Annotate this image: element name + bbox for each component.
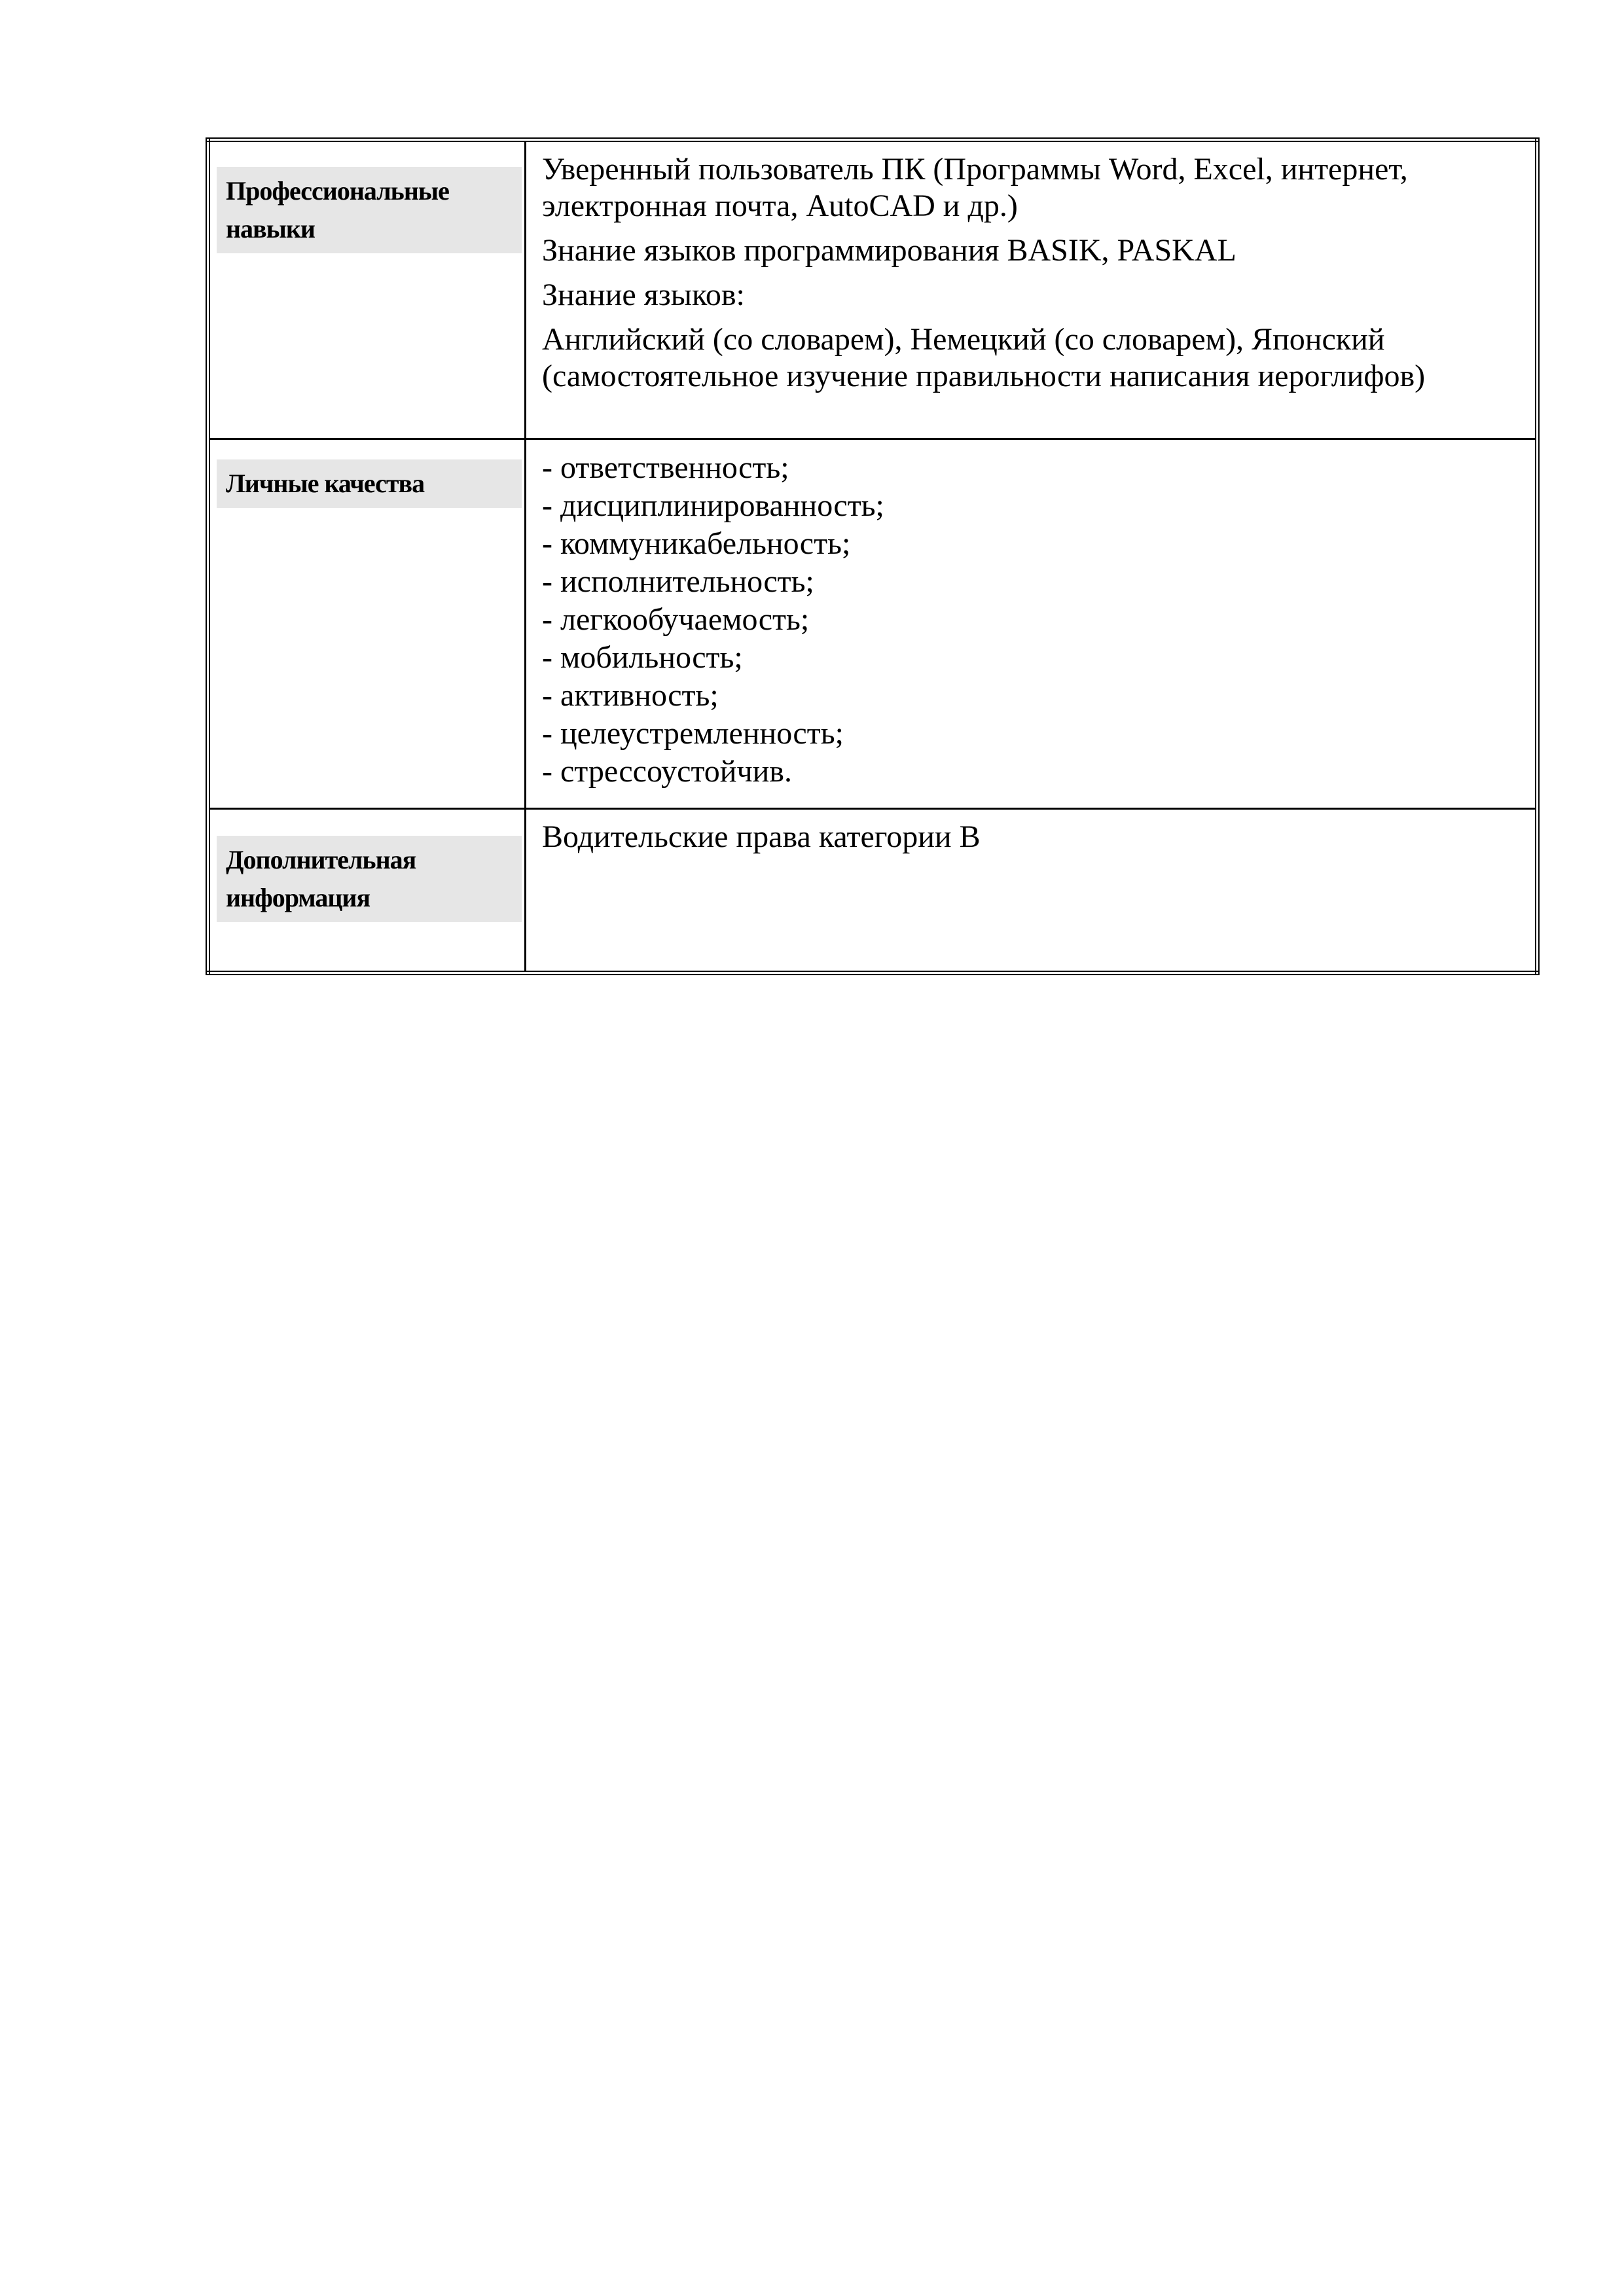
list-item: - стрессоустойчив. [542, 753, 1521, 791]
table-row-personal [208, 439, 1538, 809]
list-item: - дисциплинированность; [542, 487, 1521, 525]
value-cell-extra [526, 809, 1538, 973]
list-item: - ответственность; [542, 449, 1521, 487]
section-label-personal: Личные качества [217, 459, 522, 508]
list-item: - исполнительность; [542, 563, 1521, 601]
skills-paragraph-languages: Английский (со словарем), Немецкий (со словарем), Японский (самостоятельное изучение правильности написания иероглифов) [542, 322, 1426, 393]
label-cell-skills [208, 140, 526, 439]
table-row-extra [208, 809, 1538, 973]
list-item: - целеустремленность; [542, 715, 1521, 753]
skills-paragraph-programming: Знание языков программирования BASIK, PASKAL [542, 233, 1236, 268]
extra-paragraph-license: Водительские права категории B [542, 819, 981, 854]
list-item: - мобильность; [542, 639, 1521, 677]
value-cell-skills [526, 140, 1538, 439]
resume-table [206, 137, 1540, 975]
list-item: - коммуникабельность; [542, 525, 1521, 563]
section-label-extra: Дополнительная информация [217, 836, 522, 922]
list-item: - активность; [542, 677, 1521, 715]
label-cell-personal [208, 439, 526, 809]
list-item: - легкообучаемость; [542, 601, 1521, 639]
skills-paragraph-pc: Уверенный пользователь ПК (Программы Word, Excel, интернет, электронная почта, AutoCAD и др.) [542, 152, 1408, 223]
table-row-skills [208, 140, 1538, 439]
section-label-skills: Профессиональные навыки [217, 167, 522, 253]
qualities-list [542, 449, 1521, 791]
label-cell-extra [208, 809, 526, 973]
skills-paragraph-languages-heading: Знание языков: [542, 278, 745, 312]
value-cell-personal [526, 439, 1538, 809]
